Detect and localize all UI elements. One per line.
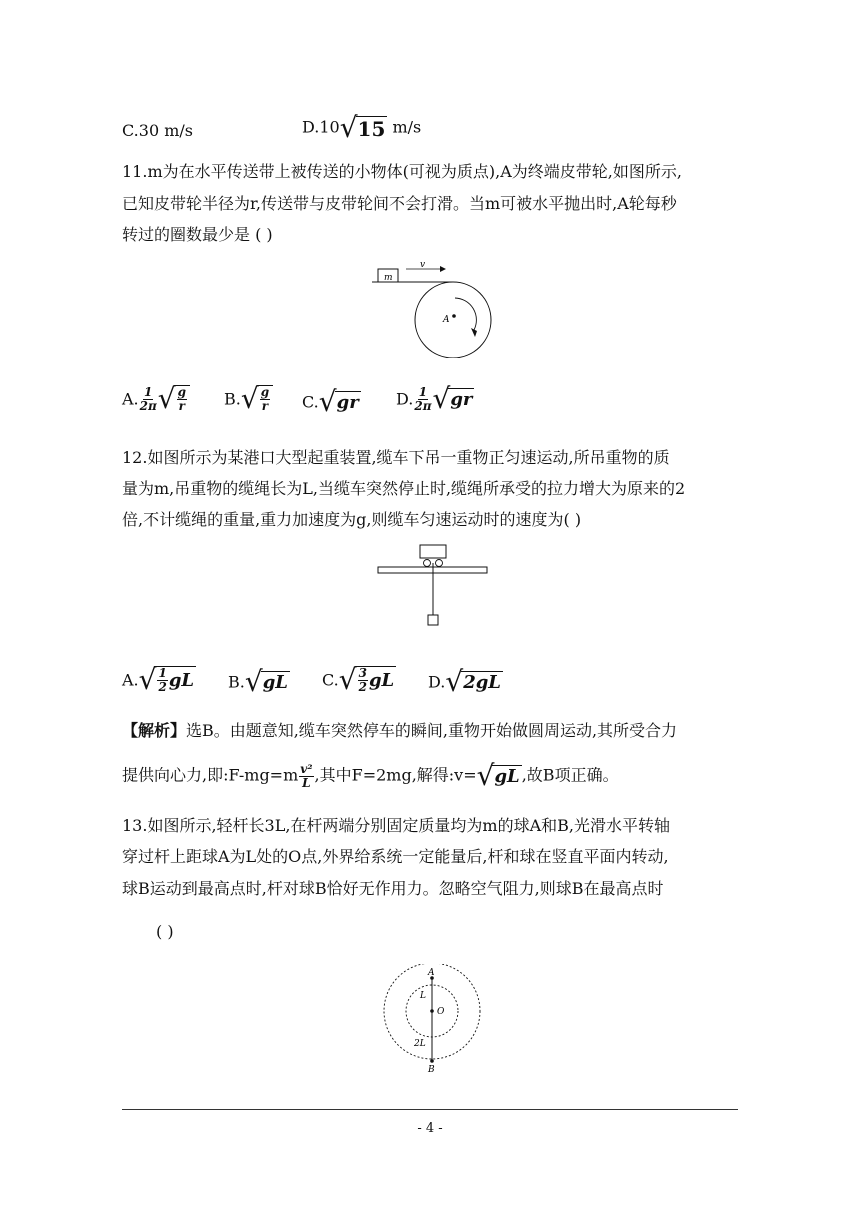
q10-option-d: D.10 √ 15 m/s	[302, 111, 422, 144]
label-l: L	[420, 991, 426, 1001]
cable-car	[420, 545, 446, 558]
q12-line-2: 量为m,吊重物的缆绳长为L,当缆车突然停止时,缆绳所承受的拉力增大为原来的2	[122, 479, 686, 498]
q12-option-b: B. √ gL	[228, 665, 288, 698]
q13-rod-figure	[0, 964, 860, 1074]
q11-line-1: 11.m为在水平传送带上被传送的小物体(可视为质点),A为终端皮带轮,如图所示,	[122, 162, 682, 181]
q12-option-d: D. √ 2gL	[428, 665, 501, 698]
q11-conveyor-figure	[0, 258, 860, 358]
q11-option-c: C. √ gr	[302, 385, 359, 418]
footer-divider	[122, 1109, 738, 1110]
q10-option-c: C.30 m/s	[122, 121, 193, 140]
q12-analysis-line-2: 提供向心力,即:F-mg=m $\frac{\text{v²}}{L}$ ,其中F=2mg,解得:v= √ gL ,故B项正确。	[122, 759, 619, 792]
wheel-label: A	[443, 315, 450, 325]
q13-line-1: 13.如图所示,轻杆长3L,在杆两端分别固定质量均为m的球A和B,光滑水平转轴	[122, 816, 670, 835]
q11-option-b: B. √ $\frac{g}{r}$	[224, 385, 273, 413]
q11-option-d: D. $\frac{1}{2\pi}$ √ gr	[396, 382, 473, 415]
velocity-label: v	[420, 260, 426, 270]
pivot-o	[430, 1009, 434, 1013]
block-m-label: m	[384, 273, 393, 283]
q11-line-3: 转过的圈数最少是 ( )	[122, 225, 273, 244]
label-a: A	[428, 968, 435, 978]
q13-line-4: ( )	[156, 922, 174, 941]
q12-option-c: C. √ $\frac{3}{2}$ gL	[322, 663, 395, 696]
q11-option-a: A. $\frac{1}{2\pi}$ √ $\frac{g}{r}$	[122, 385, 190, 413]
sqrt-15: √ 15	[339, 111, 386, 144]
analysis-bracket: 【解析】	[122, 721, 187, 740]
load-weight	[428, 615, 438, 625]
q12-analysis-line-1: 【解析】选B。由题意知,缆车突然停车的瞬间,重物开始做圆周运动,其所受合力	[122, 721, 678, 740]
q11-line-2: 已知皮带轮半径为r,传送带与皮带轮间不会打滑。当m可被水平抛出时,A轮每秒	[122, 194, 677, 213]
q13-line-2: 穿过杆上距球A为L处的O点,外界给系统一定能量后,杆和球在竖直平面内转动,	[122, 847, 669, 866]
q12-option-a: A. √ $\frac{1}{2}$ gL	[122, 663, 195, 696]
q12-line-3: 倍,不计缆绳的重量,重力加速度为g,则缆车匀速运动时的速度为( )	[122, 510, 582, 529]
ball-b	[430, 1059, 434, 1063]
frac-1-2pi: $\frac{1}{2\pi}$	[139, 384, 157, 413]
q12-line-1: 12.如图所示为某港口大型起重装置,缆车下吊一重物正匀速运动,所吊重物的质	[122, 448, 670, 467]
pulley-wheel	[415, 282, 491, 358]
label-b: B	[428, 1065, 435, 1074]
q13-line-3: 球B运动到最高点时,杆对球B恰好无作用力。忽略空气阻力,则球B在最高点时	[122, 879, 664, 898]
label-2l: 2L	[414, 1039, 426, 1049]
page-number: - 4 -	[417, 1121, 443, 1136]
q12-crane-figure	[0, 542, 860, 632]
label-o: O	[437, 1007, 445, 1017]
